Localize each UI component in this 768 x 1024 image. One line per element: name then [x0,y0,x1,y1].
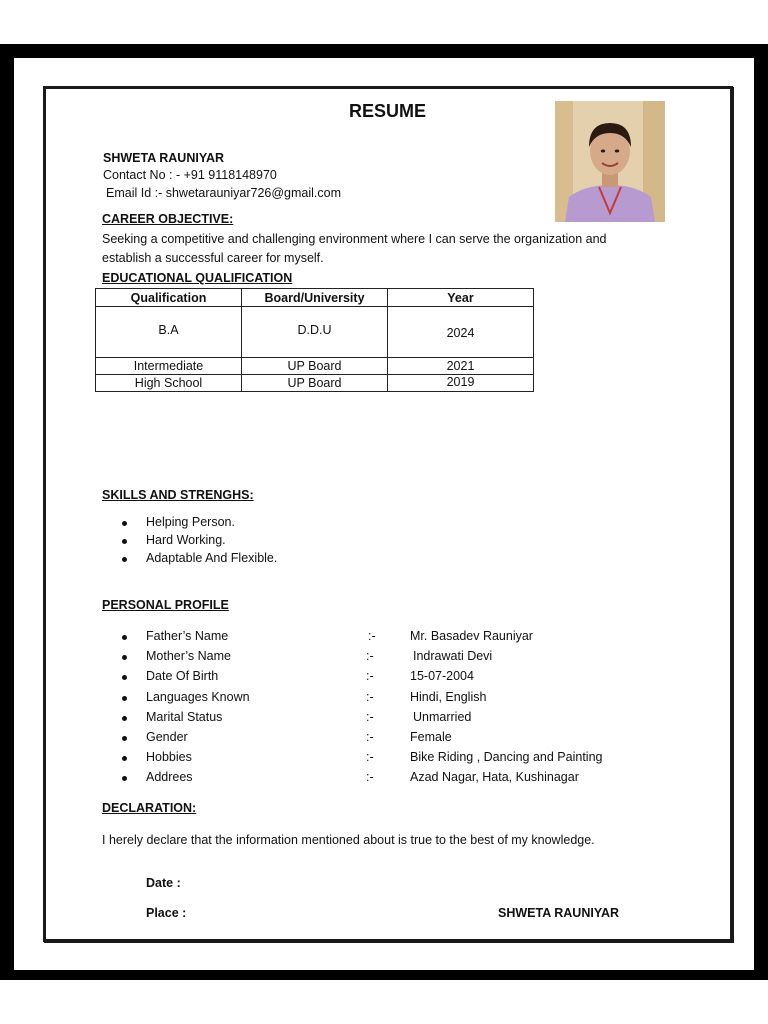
profile-label: Date Of Birth [146,669,219,683]
career-line-2: establish a successful career for myself. [102,251,324,265]
table-cell: 2021 [388,358,534,375]
bullet-icon [122,776,127,781]
profile-label: Father’s Name [146,629,229,643]
table-cell: UP Board [242,358,388,375]
bullet-icon [122,521,127,526]
profile-separator: :- [366,710,374,724]
education-heading: EDUCATIONAL QUALIFICATION [102,271,293,285]
list-item [122,533,422,551]
contact-number: Contact No : - +91 9118148970 [103,168,277,182]
profile-row-address [122,770,682,790]
table-row [96,358,534,375]
profile-label: Languages Known [146,690,250,704]
profile-value: Indrawati Devi [413,649,493,663]
table-cell: High School [96,375,242,392]
place-label: Place : [146,906,187,920]
profile-photo [555,101,665,222]
profile-label: Gender [146,730,188,744]
profile-row-father [122,629,682,649]
bullet-icon [122,756,127,761]
table-cell: Intermediate [96,358,242,375]
profile-label: Hobbies [146,750,192,764]
education-table [95,288,534,392]
profile-value: 15-07-2004 [410,669,474,683]
profile-row-gender [122,730,682,750]
candidate-name: SHWETA RAUNIYAR [103,151,225,165]
bullet-icon [122,696,127,701]
table-cell: 2024 [388,307,534,358]
table-row [96,307,534,358]
profile-value: Unmarried [413,710,472,724]
profile-separator: :- [366,690,374,704]
profile-label: Marital Status [146,710,223,724]
list-item [122,515,422,533]
top-margin [0,0,768,44]
skills-list [122,515,422,569]
skill-text: Hard Working. [146,533,226,547]
skill-text: Helping Person. [146,515,235,529]
profile-separator: :- [366,669,374,683]
bullet-icon [122,716,127,721]
bullet-icon [122,736,127,741]
profile-label: Addrees [146,770,193,784]
profile-row-dob [122,669,682,689]
date-label: Date : [146,876,181,890]
bullet-icon [122,655,127,660]
table-cell: 2019 [388,375,534,392]
profile-value: Female [410,730,452,744]
skill-text: Adaptable And Flexible. [146,551,278,565]
profile-row-hobbies [122,750,682,770]
profile-row-mother [122,649,682,669]
resume-title: RESUME [349,101,427,121]
table-header-row [96,289,534,307]
profile-heading: PERSONAL PROFILE [102,598,229,612]
column-header: Year [388,289,534,307]
profile-value: Azad Nagar, Hata, Kushinagar [410,770,579,784]
signature-name: SHWETA RAUNIYAR [498,906,620,920]
profile-row-languages [122,690,682,710]
column-header: Board/University [242,289,388,307]
bullet-icon [122,635,127,640]
profile-separator: :- [366,649,374,663]
profile-separator: :- [366,750,374,764]
bullet-icon [122,557,127,562]
table-row [96,375,534,392]
profile-row-marital [122,710,682,730]
profile-separator: :- [366,770,374,784]
career-line-1: Seeking a competitive and challenging environment where I can serve the organization and [102,232,607,246]
declaration-heading: DECLARATION: [102,801,197,815]
bullet-icon [122,539,127,544]
table-cell: B.A [96,307,242,358]
column-header: Qualification [96,289,242,307]
profile-label: Mother’s Name [146,649,231,663]
profile-separator: :- [368,629,376,643]
list-item [122,551,422,569]
table-cell: D.D.U [242,307,388,358]
table-cell: UP Board [242,375,388,392]
profile-value: Bike Riding , Dancing and Painting [410,750,603,764]
profile-value: Mr. Basadev Rauniyar [410,629,533,643]
declaration-text: I herely declare that the information mentioned about is true to the best of my knowledge. [102,833,595,847]
skills-heading: SKILLS AND STRENGHS: [102,488,254,502]
email-address: Email Id :- shwetarauniyar726@gmail.com [106,186,342,200]
bullet-icon [122,675,127,680]
career-heading: CAREER OBJECTIVE: [102,212,234,226]
profile-value: Hindi, English [410,690,487,704]
profile-separator: :- [366,730,374,744]
